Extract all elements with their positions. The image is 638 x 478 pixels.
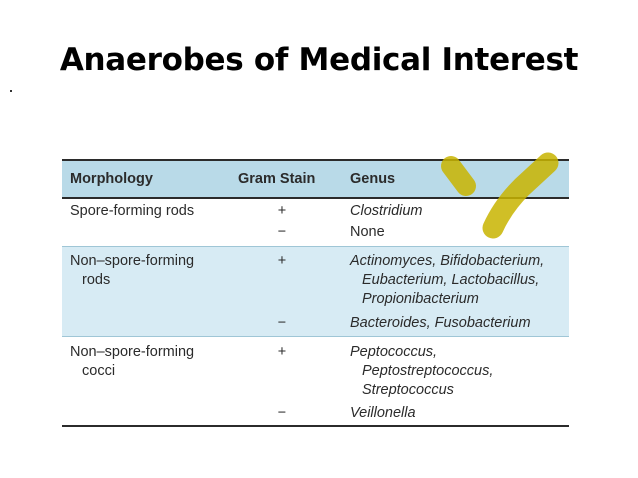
genus-line: Clostridium <box>350 203 423 219</box>
header-gram-stain: Gram Stain <box>238 171 316 187</box>
table-top-rule <box>62 159 569 161</box>
genus-line: Bacteroides, Fusobacterium <box>350 315 531 331</box>
genus-line: Veillonella <box>350 405 416 421</box>
morphology-cell <box>70 252 194 290</box>
morphology-line: Non–spore-forming <box>70 253 195 269</box>
row-separator <box>62 336 569 337</box>
morphology-line: Spore-forming rods <box>70 203 195 219</box>
genus-cell <box>350 314 531 333</box>
genus-cell <box>350 202 423 221</box>
gram-stain-value: + <box>277 344 287 360</box>
morphology-cell <box>70 343 194 381</box>
genus-line: Streptococcus <box>362 382 454 398</box>
morphology-cell <box>70 202 194 221</box>
header-morphology: Morphology <box>70 171 153 187</box>
genus-cell <box>350 343 493 400</box>
morphology-line: cocci <box>82 363 116 379</box>
gram-stain-value: + <box>277 203 287 219</box>
genus-line: Propionibacterium <box>362 291 479 307</box>
slide-title: Anaerobes of Medical Interest <box>59 42 579 78</box>
header-genus: Genus <box>350 171 396 187</box>
gram-stain-value: − <box>277 405 287 421</box>
genus-line: Peptostreptococcus, <box>362 363 494 379</box>
genus-cell <box>350 404 416 423</box>
gram-stain-value: + <box>277 253 287 269</box>
gram-stain-value: − <box>277 315 287 331</box>
table-header-rule <box>62 197 569 199</box>
genus-line: None <box>350 224 385 240</box>
morphology-line: Non–spore-forming <box>70 344 195 360</box>
stray-dot <box>10 90 12 92</box>
anaerobes-table <box>62 159 569 427</box>
morphology-line: rods <box>82 272 111 288</box>
genus-cell <box>350 223 385 242</box>
row-separator <box>62 246 569 247</box>
genus-cell <box>350 252 544 309</box>
genus-line: Actinomyces, Bifidobacterium, <box>350 253 545 269</box>
table-bottom-rule <box>62 425 569 427</box>
gram-stain-value: − <box>277 224 287 240</box>
genus-line: Peptococcus, <box>350 344 438 360</box>
genus-line: Eubacterium, Lactobacillus, <box>362 272 540 288</box>
